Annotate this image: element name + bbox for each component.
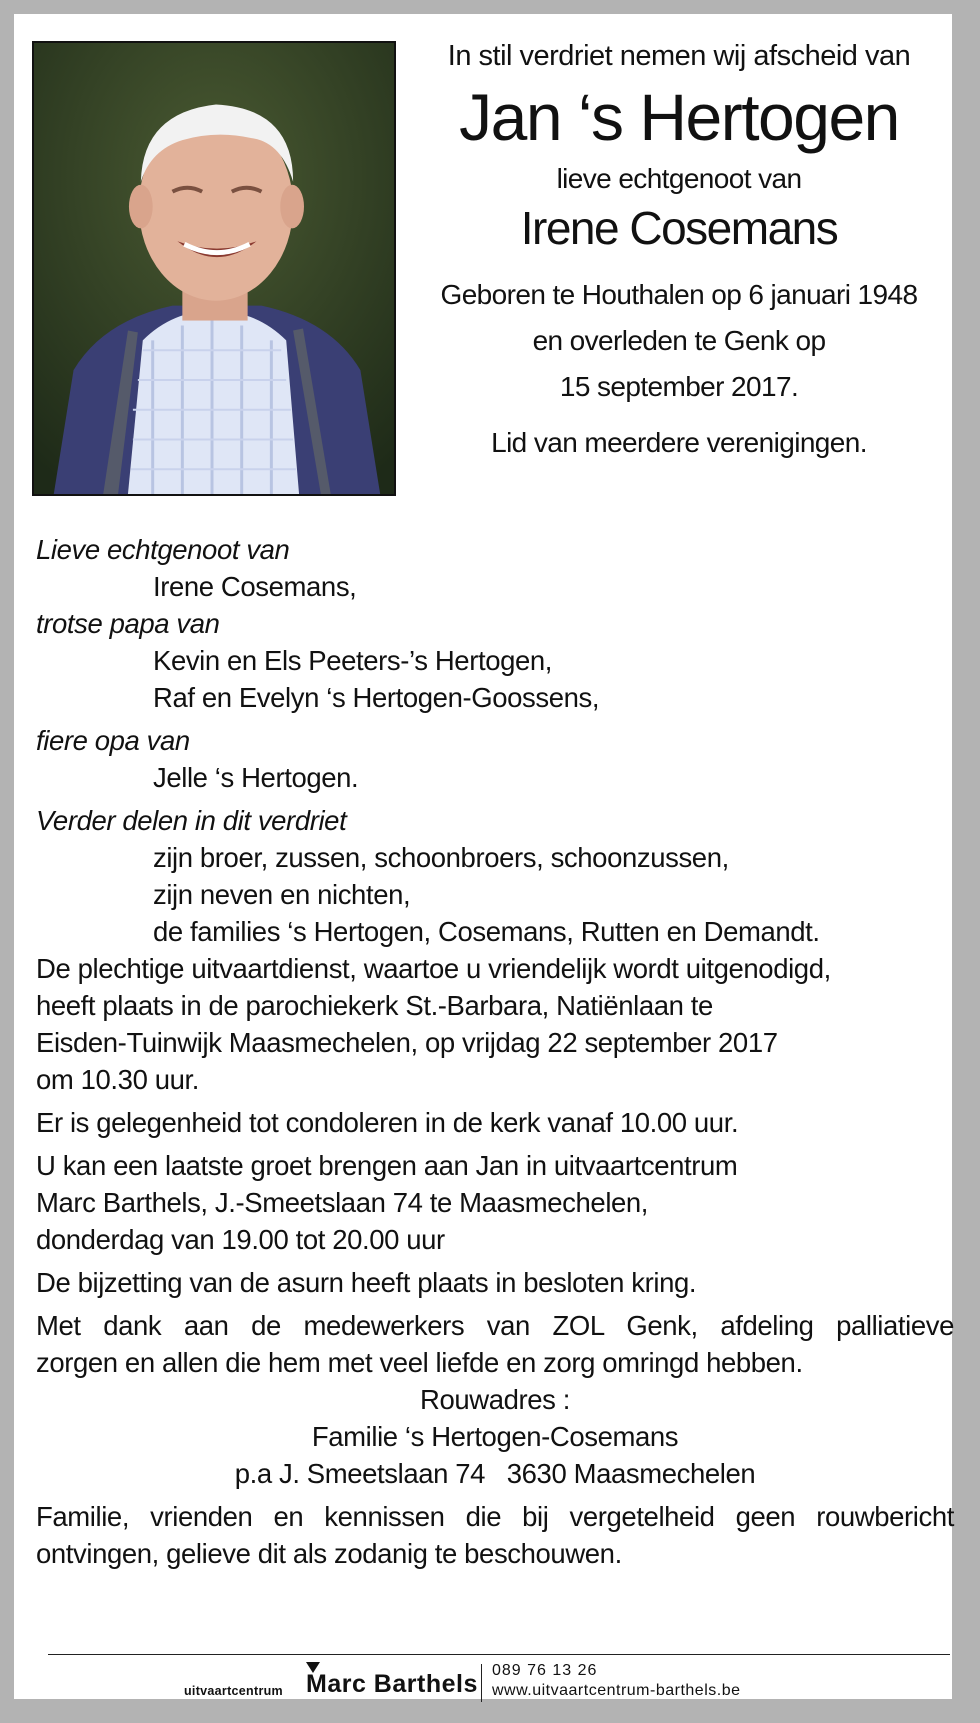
condolence-text: Er is gelegenheid tot condoleren in de kerk vanaf 10.00 uur. bbox=[36, 1107, 739, 1138]
portrait-photo bbox=[32, 41, 396, 496]
spouse-heading: Lieve echtgenoot van bbox=[36, 534, 290, 565]
spouse-entry: Irene Cosemans, bbox=[153, 571, 357, 602]
funeral-home-footer bbox=[14, 1662, 952, 1702]
portrait-image bbox=[34, 43, 394, 494]
others-entry: zijn broer, zussen, schoonbroers, schoonzussen, bbox=[153, 842, 729, 873]
viewing-paragraph bbox=[36, 1147, 954, 1258]
closing-line: Familie, vrienden en kennissen die bij vergetelheid geen rouwbericht bbox=[36, 1501, 954, 1532]
thanks-line: zorgen en allen die hem met veel liefde en zorg omringd hebben. bbox=[36, 1347, 803, 1378]
footer-divider bbox=[48, 1654, 950, 1655]
announcement-body bbox=[36, 531, 954, 1572]
born-line: en overleden te Genk op bbox=[532, 325, 826, 356]
header-block bbox=[414, 38, 944, 460]
address-block bbox=[36, 1381, 954, 1492]
spouse-name: Irene Cosemans bbox=[520, 202, 838, 254]
service-line: De plechtige uitvaartdienst, waartoe u vriendelijk wordt uitgenodigd, bbox=[36, 953, 831, 984]
spouse-label: lieve echtgenoot van bbox=[556, 163, 802, 194]
deceased-name: Jan ‘s Hertogen bbox=[459, 80, 899, 154]
viewing-line: Marc Barthels, J.-Smeetslaan 74 te Maasmechelen, bbox=[36, 1187, 649, 1218]
funeral-home-prefix: uitvaartcentrum bbox=[184, 1684, 283, 1698]
website-link[interactable]: www.uitvaartcentrum-barthels.be bbox=[492, 1682, 741, 1699]
child-entry: Kevin en Els Peeters-’s Hertogen, bbox=[153, 645, 553, 676]
phone-number: 089 76 13 26 bbox=[492, 1662, 598, 1679]
children-heading: trotse papa van bbox=[36, 608, 220, 639]
membership-text: Lid van meerdere verenigingen. bbox=[491, 427, 867, 458]
born-text bbox=[414, 272, 944, 410]
burial-text: De bijzetting van de asurn heeft plaats in besloten kring. bbox=[36, 1267, 697, 1298]
service-line: Eisden-Tuinwijk Maasmechelen, op vrijdag 22 september 2017 bbox=[36, 1027, 778, 1058]
viewing-line: U kan een laatste groet brengen aan Jan in uitvaartcentrum bbox=[36, 1150, 738, 1181]
child-entry: Raf en Evelyn ‘s Hertogen-Goossens, bbox=[153, 682, 600, 713]
others-entry: de families ‘s Hertogen, Cosemans, Rutten en Demandt. bbox=[153, 916, 820, 947]
thanks-line: Met dank aan de medewerkers van ZOL Genk, afdeling palliatieve bbox=[36, 1310, 954, 1341]
grandchildren-heading: fiere opa van bbox=[36, 725, 190, 756]
funeral-home-name: Marc Barthels bbox=[306, 1670, 478, 1698]
born-line: 15 september 2017. bbox=[559, 371, 799, 402]
service-paragraph bbox=[36, 950, 954, 1098]
obituary-card bbox=[14, 14, 952, 1699]
grandchild-entry: Jelle ‘s Hertogen. bbox=[153, 762, 359, 793]
address-family: Familie ‘s Hertogen-Cosemans bbox=[311, 1421, 679, 1452]
born-line: Geboren te Houthalen op 6 januari 1948 bbox=[440, 279, 918, 310]
viewing-line: donderdag van 19.00 tot 20.00 uur bbox=[36, 1224, 445, 1255]
service-line: om 10.30 uur. bbox=[36, 1064, 199, 1095]
others-entry: zijn neven en nichten, bbox=[153, 879, 411, 910]
intro-text: In stil verdriet nemen wij afscheid van bbox=[447, 40, 911, 72]
others-heading: Verder delen in dit verdriet bbox=[36, 805, 347, 836]
closing-line: ontvingen, gelieve dit als zodanig te beschouwen. bbox=[36, 1538, 622, 1569]
address-street: p.a J. Smeetslaan 74 3630 Maasmechelen bbox=[234, 1458, 756, 1489]
address-label: Rouwadres : bbox=[420, 1384, 570, 1415]
service-line: heeft plaats in de parochiekerk St.-Barbara, Natiënlaan te bbox=[36, 990, 713, 1021]
footer-separator bbox=[481, 1664, 482, 1702]
